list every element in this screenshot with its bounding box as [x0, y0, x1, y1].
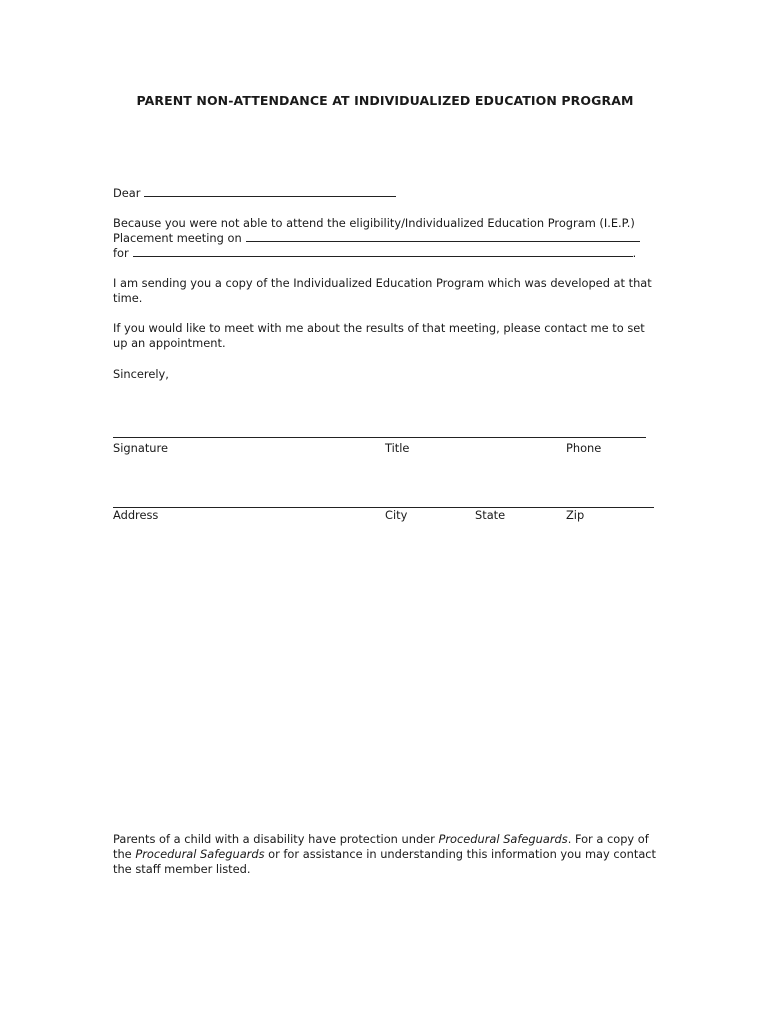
student-name-field[interactable] [133, 247, 633, 257]
salutation-line [113, 186, 396, 201]
recipient-name-field[interactable] [144, 187, 396, 197]
footer-italic1: Procedural Safeguards [438, 832, 568, 846]
footer-part3: or for assistance in understanding this information you may contact the staff member listed. [113, 847, 657, 877]
state-label: State [475, 508, 506, 522]
zip-label: Zip [566, 508, 585, 522]
address-label: Address [113, 508, 159, 522]
para2-line2: time. [113, 291, 143, 305]
dear-label: Dear [113, 186, 141, 200]
title-label: Title [385, 441, 410, 455]
for-period: . [632, 246, 637, 260]
for-label: for [113, 246, 129, 260]
phone-label: Phone [566, 441, 602, 455]
para2-line1: I am sending you a copy of the Individualized Education Program which was developed at that [113, 276, 652, 290]
page-title: PARENT NON-ATTENDANCE AT INDIVIDUALIZED EDUCATION PROGRAM [136, 93, 634, 108]
para1-line1: Because you were not able to attend the eligibility/Individualized Education Program (I.E.P.) [113, 216, 635, 230]
footer-part1: Parents of a child with a disability have protection under [113, 832, 439, 846]
meeting-date-field[interactable] [246, 232, 640, 242]
closing: Sincerely, [113, 367, 169, 381]
meeting-date-line [113, 231, 640, 246]
city-label: City [385, 508, 408, 522]
footer-note [113, 832, 658, 878]
footer-italic2: Procedural Safeguards [135, 847, 265, 862]
signature-label: Signature [113, 441, 168, 455]
signature-rule[interactable] [113, 437, 646, 438]
para3-line2: up an appointment. [113, 336, 226, 350]
para3-line1: If you would like to meet with me about the results of that meeting, please contact me to set [113, 321, 645, 335]
for-line [113, 246, 636, 261]
footer-part2: . For a copy of the [113, 832, 649, 862]
placement-label: Placement meeting on [113, 231, 242, 245]
